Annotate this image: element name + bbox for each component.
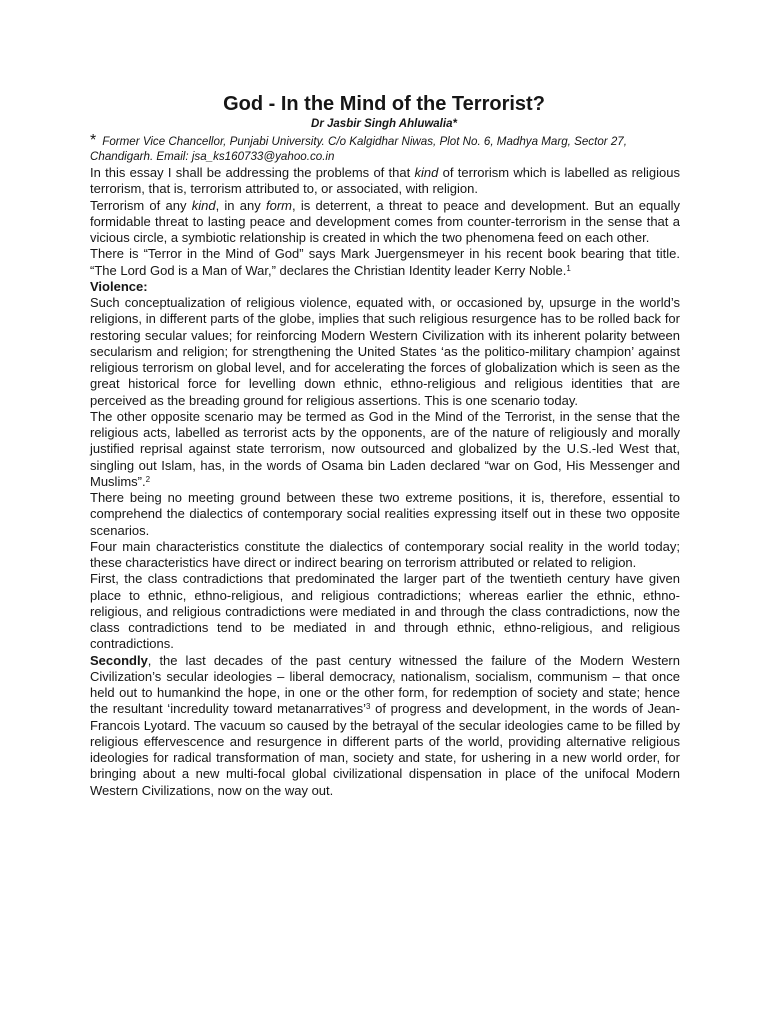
paragraph-text: of progress and development, in the words of Jean-Francois Lyotard. The vacuum so caused by the betrayal of the secular ideologies came to be filled by religious effervescence and resurgence in different parts of the world, providing alternative religious ideologies for radical transformation of man, society and state, for ushering in a new world order, for bringing about a new multi-focal global civilizational dispensation in place of the unifocal Modern Western Civilizations, now on the way out.: [90, 701, 680, 798]
author-affiliation: [90, 133, 680, 164]
paragraph-terror-in-mind-of-god: [90, 246, 680, 279]
paragraph-text: Terrorism of any: [90, 197, 192, 213]
paragraph-text: The other opposite scenario may be termed as God in the Mind of the Terrorist, in the sense that the religious acts, labelled as terrorist acts by the opponents, are of the nature of religiously and morally justified reprisal against state terrorism, now outsourced and globalized by the U.S.-led West that, singling out Islam, has, in the words of Osama bin Laden declared “war on God, His Messenger and Muslims”.: [90, 408, 680, 489]
author-line: Dr Jasbir Singh Ahluwalia*: [311, 118, 457, 130]
footnote-ref-3[interactable]: 3: [365, 702, 371, 712]
paragraph-four-characteristics: Four main characteristics constitute the dialectics of contemporary social reality in the world today; these characteristics have direct or indirect bearing on terrorism attributed or related to religion.: [90, 538, 680, 570]
emphasis-text: kind: [414, 165, 439, 180]
paragraph-text: , the last decades of the past century witnessed the failure of the Modern Western Civilization’s secular ideologies – liberal democracy, nationalism, socialism, communism – that once held out to humankind the hope, in one or the other form, for redemption of society and state; hence the resultant ‘incredulity toward metanarratives’: [90, 652, 680, 717]
paragraph-intro: [90, 165, 680, 198]
essay-body: [90, 165, 680, 799]
paragraph-text: There is “Terror in the Mind of God” says Mark Juergensmeyer in his recent book bearing that title. “The Lord God is a Man of War,” declares the Christian Identity leader Kerry Noble.: [90, 246, 680, 278]
footnote-ref-2[interactable]: 2: [145, 474, 151, 484]
affiliation-text: Former Vice Chancellor, Punjabi University. C/o Kalgidhar Niwas, Plot No. 6, Madhya Marg, Sector 27, Chandigarh. Email: jsa_ks160733@yahoo.co.in: [90, 135, 627, 163]
paragraph-secondly: [90, 653, 680, 799]
paragraph-text: , in any: [215, 197, 266, 213]
paragraph-counter-terrorism: [90, 198, 680, 247]
paragraph-first-class-contradictions: First, the class contradictions that predominated the larger part of the twentieth century have given place to ethnic, ethno-religious, and religious contradictions; whereas earlier the ethnic, ethno-religious, and religious contradictions were mediated in and through the class contradictions, now the class contradictions tend to be mediated in and through ethnic, ethno-religious, and religious contradictions.: [90, 571, 680, 652]
paragraph-text: of terrorism which is labelled as religious terrorism, that is, terrorism attributed to, or associated, with religion.: [90, 165, 681, 197]
paragraph-text: , is deterrent, a threat to peace and development. But an equally formidable threat to lasting peace and development comes from counter-terrorism in the sense that a vicious circle, a symbiotic relationship is created in which the two phenomena feed on each other.: [90, 197, 680, 245]
document-title: God - In the Mind of the Terrorist?: [223, 93, 545, 115]
bold-lead-word: Secondly: [90, 652, 148, 668]
paragraph-text: In this essay I shall be addressing the problems of that: [90, 165, 415, 180]
footnote-star: *: [90, 132, 97, 149]
paragraph-no-meeting-ground: There being no meeting ground between these two extreme positions, it is, therefore, essential to comprehend the dialectics of contemporary social realities expressing itself out in these two opposite scenarios.: [90, 490, 680, 538]
paragraph-religious-violence: Such conceptualization of religious violence, equated with, or occasioned by, upsurge in the world’s religions, in different parts of the globe, implies that such religious resurgence has to be rolled back for restoring secular values; for reinforcing Modern Western Civilization with its inherent polarity between secularism and religion; for strengthening the United States ‘as the politico-military champion’ against religious terrorism on global level, and for accelerating the forces of globalization which is seen as the great historical force for levelling down ethnic, ethno-religious and religious identities that are perceived as the breading ground for religious assertions. This is one scenario today.: [90, 295, 680, 408]
emphasis-text: form: [266, 197, 292, 213]
paragraph-opposite-scenario: [90, 409, 680, 490]
section-heading-violence: Violence:: [90, 278, 148, 294]
emphasis-text: kind: [191, 197, 216, 213]
footnote-ref-1[interactable]: 1: [566, 263, 571, 273]
